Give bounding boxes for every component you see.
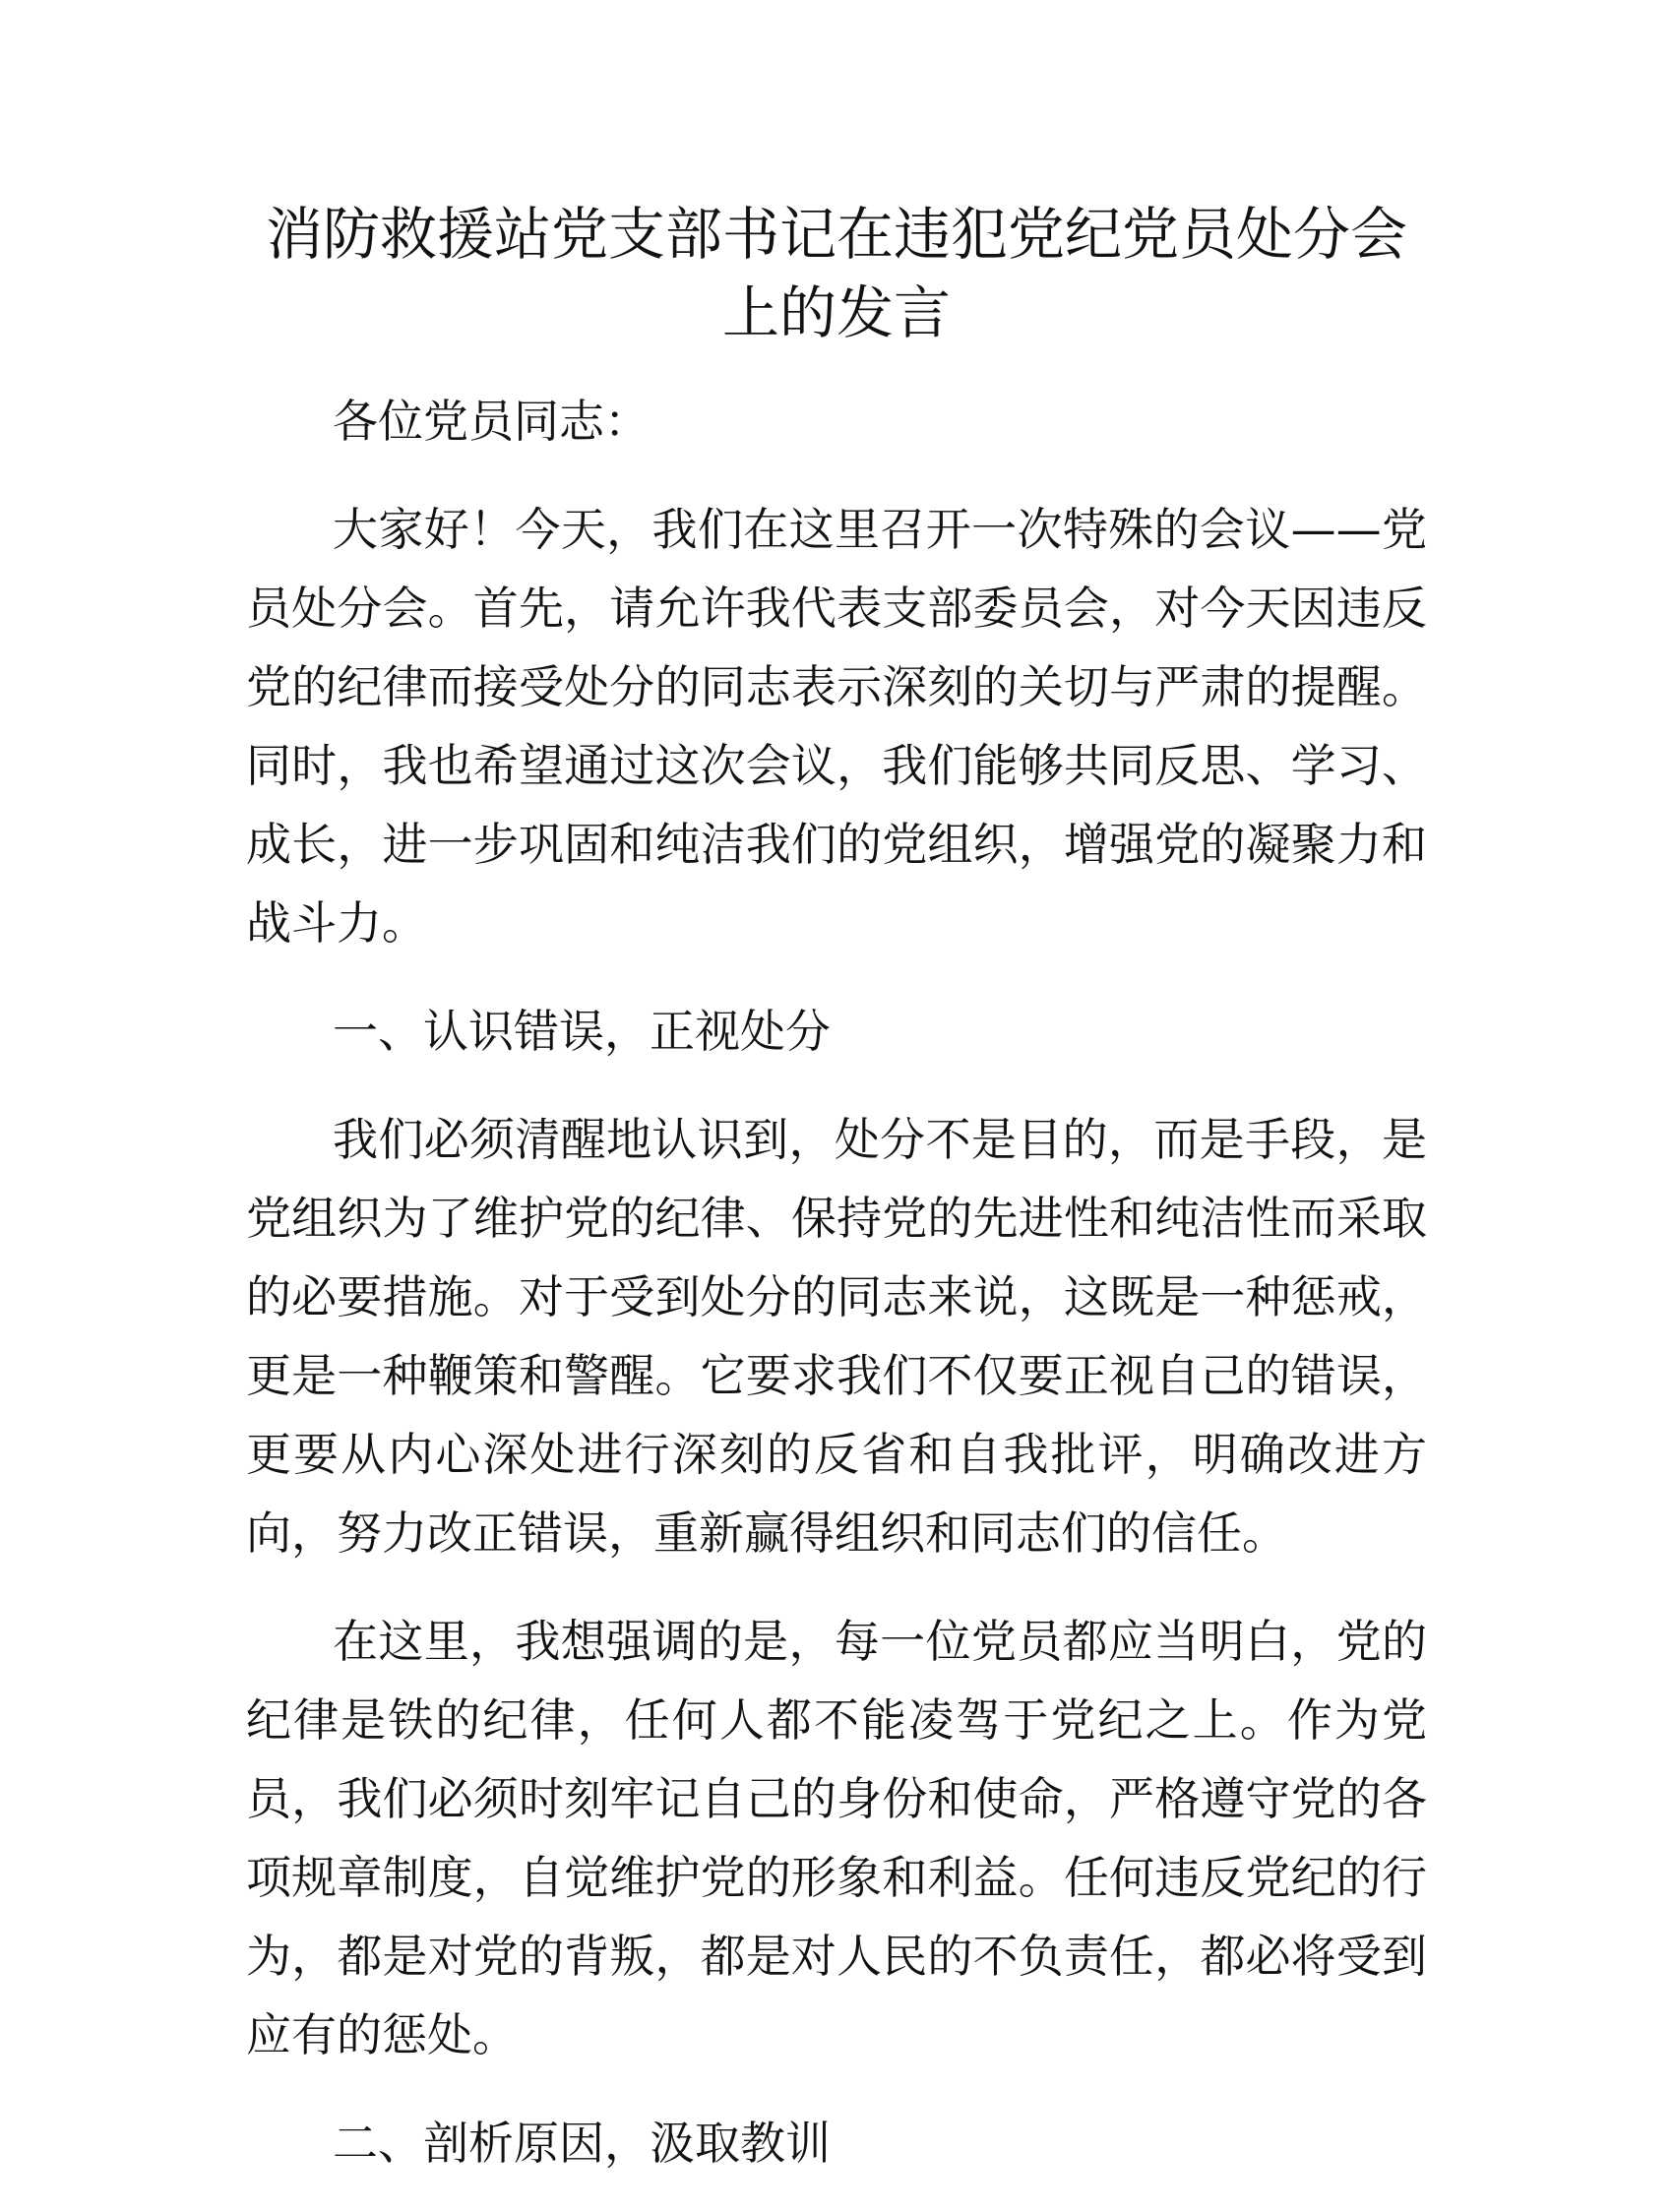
paragraph-opening: 大家好！今天，我们在这里召开一次特殊的会议——党员处分会。首先，请允许我代表支部委员会，对今天因违反党的纪律而接受处分的同志表示深刻的关切与严肃的提醒。同时，我也希望通过这次会议，我们能够共同反思、学习、成长，进一步巩固和纯洁我们的党组织，增强党的凝聚力和战斗力。 bbox=[246, 503, 1427, 950]
salutation: 各位党员同志： bbox=[333, 395, 650, 448]
document-body bbox=[246, 382, 1427, 2212]
section-heading-2: 二、剖析原因，汲取教训 bbox=[333, 2117, 831, 2170]
document-title bbox=[236, 195, 1437, 352]
title-line-1: 消防救援站党支部书记在违犯党纪党员处分会 bbox=[265, 201, 1407, 268]
paragraph-section-1a: 我们必须清醒地认识到，处分不是目的，而是手段，是党组织为了维护党的纪律、保持党的先进性和纯洁性而采取的必要措施。对于受到处分的同志来说，这既是一种惩戒，更是一种鞭策和警醒。它要求我们不仅要正视自己的错误，更要从内心深处进行深刻的反省和自我批评，明确改进方向，努力改正错误，重新赢得组织和同志们的信任。 bbox=[246, 1113, 1427, 1560]
section-heading-1: 一、认识错误，正视处分 bbox=[333, 1005, 831, 1058]
title-line-2: 上的发言 bbox=[721, 279, 951, 346]
paragraph-section-1b: 在这里，我想强调的是，每一位党员都应当明白，党的纪律是铁的纪律，任何人都不能凌驾于党纪之上。作为党员，我们必须时刻牢记自己的身份和使命，严格遵守党的各项规章制度，自觉维护党的形象和利益。任何违反党纪的行为，都是对党的背叛，都是对人民的不负责任，都必将受到应有的惩处。 bbox=[246, 1615, 1427, 2061]
